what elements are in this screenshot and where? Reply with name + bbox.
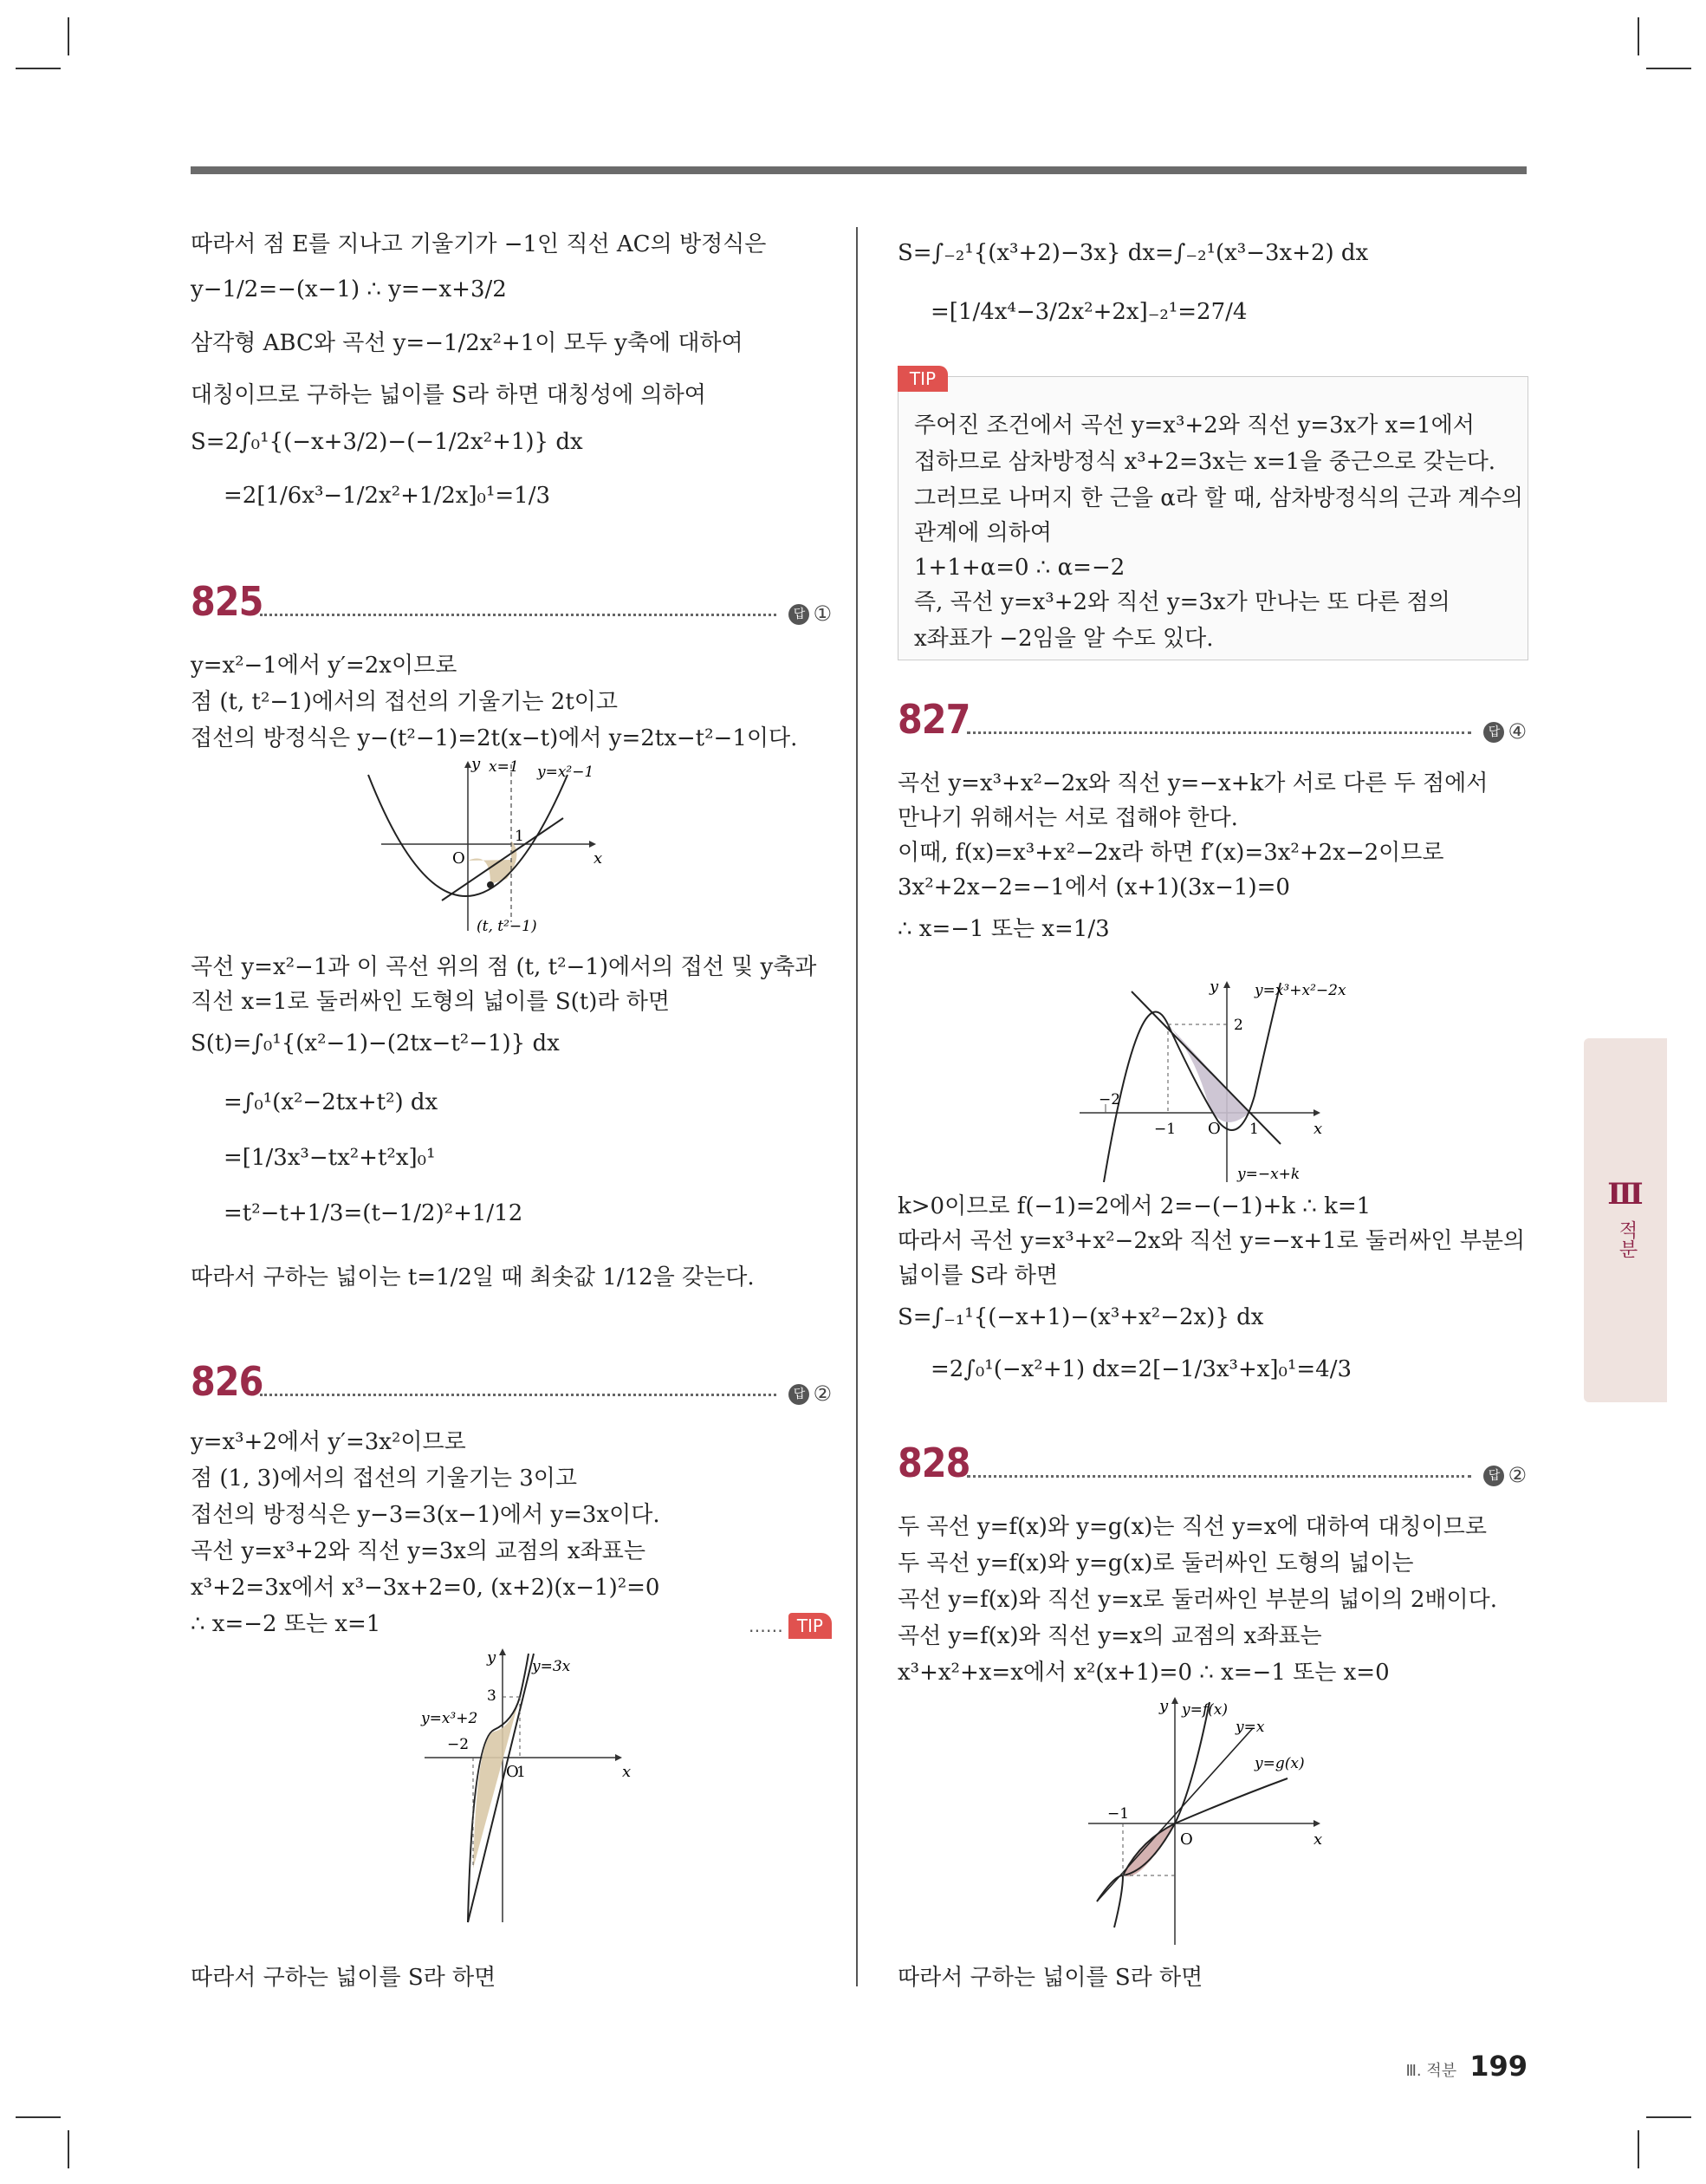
y-label: y bbox=[1210, 978, 1219, 996]
text-line: 따라서 점 E를 지나고 기울기가 −1인 직선 AC의 방정식은 bbox=[191, 231, 767, 257]
cubic-curve bbox=[1104, 983, 1281, 1182]
tip-line: 즉, 곡선 y=x³+2와 직선 y=3x가 만나는 또 다른 점의 bbox=[914, 589, 1450, 615]
formula: =[1/3x³−tx²+t²x]₀¹ bbox=[224, 1145, 436, 1171]
text-line: 접선의 방정식은 y−3=3(x−1)에서 y=3x이다. bbox=[191, 1502, 660, 1528]
x-label: x bbox=[622, 1763, 632, 1781]
chapter-title: 적분 bbox=[1616, 1220, 1638, 1258]
shaded-region bbox=[1168, 1024, 1249, 1122]
label-g: y=g(x) bbox=[1255, 1755, 1305, 1772]
crop-mark bbox=[1646, 68, 1691, 69]
text-line: y=x³+2에서 y′=3x²이므로 bbox=[191, 1429, 466, 1455]
text-line: k>0이므로 f(−1)=2에서 2=−(−1)+k ∴ k=1 bbox=[898, 1193, 1372, 1219]
chapter-tab bbox=[1584, 1038, 1667, 1402]
text-line: x³+x²+x=x에서 x²(x+1)=0 ∴ x=−1 또는 x=0 bbox=[898, 1660, 1390, 1686]
chapter-roman: Ⅲ bbox=[1607, 1177, 1644, 1212]
graph-825 bbox=[364, 757, 797, 948]
formula: S=2∫₀¹{(−x+3/2)−(−1/2x²+1)} dx bbox=[191, 429, 583, 455]
tip-line: 1+1+α=0 ∴ α=−2 bbox=[914, 555, 1125, 581]
answer-icon: 답 bbox=[788, 604, 809, 625]
text-line: 이때, f(x)=x³+x²−2x라 하면 f′(x)=3x²+2x−2이므로 bbox=[898, 840, 1444, 866]
text-line: 점 (1, 3)에서의 접선의 기울기는 3이고 bbox=[191, 1466, 578, 1492]
tip-label: TIP bbox=[898, 366, 948, 392]
label-line: y=−x+k bbox=[1237, 1166, 1301, 1183]
dotted-leader bbox=[967, 1475, 1471, 1478]
y-arrow bbox=[499, 1648, 506, 1655]
y-label: y bbox=[1159, 1697, 1169, 1715]
label-point: (t, t²−1) bbox=[477, 918, 537, 935]
text-line: 대칭이므로 구하는 넓이를 S라 하면 대칭성에 의하여 bbox=[191, 382, 706, 408]
crop-mark bbox=[16, 68, 61, 69]
formula: S(t)=∫₀¹{(x²−1)−(2tx−t²−1)} dx bbox=[191, 1030, 560, 1056]
tick-neg2: −2 bbox=[447, 1736, 470, 1753]
tip-box bbox=[898, 376, 1528, 660]
y-label: y bbox=[471, 757, 481, 773]
answer-icon: 답 bbox=[788, 1384, 809, 1405]
dotted-leader bbox=[967, 731, 1471, 734]
text-line: 따라서 구하는 넓이를 S라 하면 bbox=[191, 1965, 496, 1991]
origin-label: O bbox=[1180, 1830, 1193, 1849]
tip-line: 관계에 의하여 bbox=[914, 520, 1052, 546]
text-line: 직선 x=1로 둘러싸인 도형의 넓이를 S(t)라 하면 bbox=[191, 989, 670, 1015]
graph-827 bbox=[1054, 974, 1417, 1191]
dotted-leader bbox=[260, 1394, 776, 1396]
page-number: 199 bbox=[1469, 2050, 1528, 2083]
text-line: 넓이를 S라 하면 bbox=[898, 1263, 1059, 1289]
text-line: 따라서 구하는 넓이를 S라 하면 bbox=[898, 1965, 1203, 1991]
curve-f bbox=[1097, 1702, 1210, 1901]
label-line: y=3x bbox=[532, 1658, 571, 1675]
text-line: 두 곡선 y=f(x)와 y=g(x)는 직선 y=x에 대하여 대칭이므로 bbox=[898, 1514, 1487, 1540]
tick-2: 2 bbox=[1234, 1017, 1243, 1034]
text-line: 만나기 위해서는 서로 접해야 한다. bbox=[898, 805, 1238, 831]
tip-line: 그러므로 나머지 한 근을 α라 할 때, 삼차방정식의 근과 계수의 bbox=[914, 485, 1523, 511]
problem-header-826 bbox=[191, 1358, 832, 1416]
tick-1: 1 bbox=[515, 828, 524, 845]
text-line: 접선의 방정식은 y−(t²−1)=2t(x−t)에서 y=2tx−t²−1이다. bbox=[191, 725, 798, 751]
x-arrow bbox=[589, 841, 596, 848]
page-footer bbox=[1405, 2050, 1528, 2083]
formula: =2[1/6x³−1/2x²+1/2x]₀¹=1/3 bbox=[224, 483, 551, 509]
y-arrow bbox=[464, 761, 471, 768]
shaded-region bbox=[473, 1697, 520, 1869]
formula: =t²−t+1/3=(t−1/2)²+1/12 bbox=[224, 1200, 523, 1226]
footer-label: Ⅲ. 적분 bbox=[1405, 2062, 1457, 2080]
tip-line: x좌표가 −2임을 알 수도 있다. bbox=[914, 626, 1214, 652]
label-x1: x=1 bbox=[489, 758, 519, 776]
tick-neg2: −2 bbox=[1099, 1091, 1121, 1108]
text-line: 곡선 y=f(x)와 직선 y=x의 교점의 x좌표는 bbox=[898, 1623, 1322, 1649]
answer-icon: 답 bbox=[1483, 1466, 1504, 1486]
text-line: x³+2=3x에서 x³−3x+2=0, (x+2)(x−1)²=0 bbox=[191, 1575, 660, 1601]
label-f: y=f(x) bbox=[1182, 1701, 1228, 1719]
formula: S=∫₋₂¹{(x³+2)−3x} dx=∫₋₂¹(x³−3x+2) dx bbox=[898, 240, 1369, 266]
formula: S=∫₋₁¹{(−x+1)−(x³+x²−2x)} dx bbox=[898, 1304, 1264, 1330]
problem-header-825 bbox=[191, 578, 832, 636]
tick-1: 1 bbox=[516, 1764, 526, 1781]
header-rule bbox=[191, 166, 1527, 174]
text-line: 곡선 y=x²−1과 이 곡선 위의 점 (t, t²−1)에서의 접선 및 y축과 bbox=[191, 954, 817, 980]
origin-label: O bbox=[452, 849, 465, 868]
column-divider bbox=[856, 227, 858, 1986]
formula: =∫₀¹(x²−2tx+t²) dx bbox=[224, 1089, 438, 1115]
shaded-region bbox=[1123, 1823, 1175, 1876]
text-line: y−1/2=−(x−1) ∴ y=−x+3/2 bbox=[191, 276, 507, 302]
label-curve: y=x³+x²−2x bbox=[1255, 982, 1346, 999]
text-line: ∴ x=−2 또는 x=1 bbox=[191, 1611, 381, 1637]
text-line: ∴ x=−1 또는 x=1/3 bbox=[898, 916, 1110, 942]
origin-label: O bbox=[1208, 1120, 1221, 1138]
text-line: 점 (t, t²−1)에서의 접선의 기울기는 2t이고 bbox=[191, 689, 619, 715]
problem-number: 827 bbox=[898, 696, 970, 743]
tip-line: 주어진 조건에서 곡선 y=x³+2와 직선 y=3x가 x=1에서 bbox=[914, 413, 1475, 439]
crop-mark bbox=[68, 17, 69, 55]
text-line: 따라서 구하는 넓이는 t=1/2일 때 최솟값 1/12을 갖는다. bbox=[191, 1264, 755, 1290]
problem-number: 825 bbox=[191, 578, 263, 625]
tick-3: 3 bbox=[487, 1687, 496, 1705]
dotted-leader bbox=[260, 614, 776, 616]
tick-neg1: −1 bbox=[1154, 1121, 1177, 1138]
graph-826 bbox=[390, 1645, 806, 1931]
answer-badge: 답 ② bbox=[788, 1376, 832, 1411]
crop-mark bbox=[1638, 17, 1639, 55]
problem-header-827 bbox=[898, 696, 1527, 754]
label-id: y=x bbox=[1236, 1719, 1265, 1736]
crop-mark bbox=[1638, 2130, 1639, 2168]
text-line: 따라서 곡선 y=x³+x²−2x와 직선 y=−x+1로 둘러싸인 부분의 bbox=[898, 1228, 1526, 1254]
problem-number: 826 bbox=[191, 1358, 263, 1405]
crop-mark bbox=[16, 2116, 61, 2118]
tip-reference: …… TIP bbox=[749, 1609, 832, 1643]
formula: =[1/4x⁴−3/2x²+2x]₋₂¹=27/4 bbox=[931, 299, 1248, 325]
problem-header-828 bbox=[898, 1440, 1527, 1498]
origin-label: O bbox=[506, 1763, 519, 1781]
x-label: x bbox=[1314, 1120, 1323, 1138]
tip-tag: TIP bbox=[788, 1613, 832, 1639]
graph-828 bbox=[1062, 1693, 1426, 1953]
answer-icon: 답 bbox=[1483, 722, 1504, 743]
text-line: 두 곡선 y=f(x)와 y=g(x)로 둘러싸인 도형의 넓이는 bbox=[898, 1550, 1414, 1576]
label-curve: y=x²−1 bbox=[537, 764, 594, 781]
x-label: x bbox=[1314, 1830, 1323, 1849]
x-arrow bbox=[615, 1754, 622, 1761]
text-line: 3x²+2x−2=−1에서 (x+1)(3x−1)=0 bbox=[898, 874, 1290, 900]
text-line: 삼각형 ABC와 곡선 y=−1/2x²+1이 모두 y축에 대하여 bbox=[191, 330, 743, 356]
text-line: y=x²−1에서 y′=2x이므로 bbox=[191, 653, 457, 679]
answer-badge: 답 ④ bbox=[1483, 714, 1527, 749]
formula: =2∫₀¹(−x²+1) dx=2[−1/3x³+x]₀¹=4/3 bbox=[931, 1356, 1352, 1382]
crop-mark bbox=[68, 2130, 69, 2168]
label-curve: y=x³+2 bbox=[421, 1710, 478, 1727]
answer-badge: 답 ② bbox=[1483, 1458, 1527, 1492]
text-line: 곡선 y=f(x)와 직선 y=x로 둘러싸인 부분의 넓이의 2배이다. bbox=[898, 1587, 1498, 1613]
crop-mark bbox=[1646, 2116, 1691, 2118]
x-arrow bbox=[1314, 1109, 1320, 1116]
answer-badge: 답 ① bbox=[788, 596, 832, 631]
text-line: 곡선 y=x³+2와 직선 y=3x의 교점의 x좌표는 bbox=[191, 1538, 645, 1564]
tangent-point bbox=[487, 881, 494, 888]
tip-line: 접하므로 삼차방정식 x³+2=3x는 x=1을 중근으로 갖는다. bbox=[914, 449, 1496, 475]
y-arrow bbox=[1223, 981, 1230, 988]
text-line: 곡선 y=x³+x²−2x와 직선 y=−x+k가 서로 다른 두 점에서 bbox=[898, 770, 1489, 796]
tick-neg1: −1 bbox=[1107, 1805, 1130, 1823]
tick-1: 1 bbox=[1249, 1121, 1259, 1138]
problem-number: 828 bbox=[898, 1440, 970, 1486]
y-label: y bbox=[487, 1648, 496, 1667]
x-label: x bbox=[594, 849, 603, 868]
y-arrow bbox=[1171, 1697, 1178, 1704]
x-arrow bbox=[1314, 1820, 1320, 1827]
